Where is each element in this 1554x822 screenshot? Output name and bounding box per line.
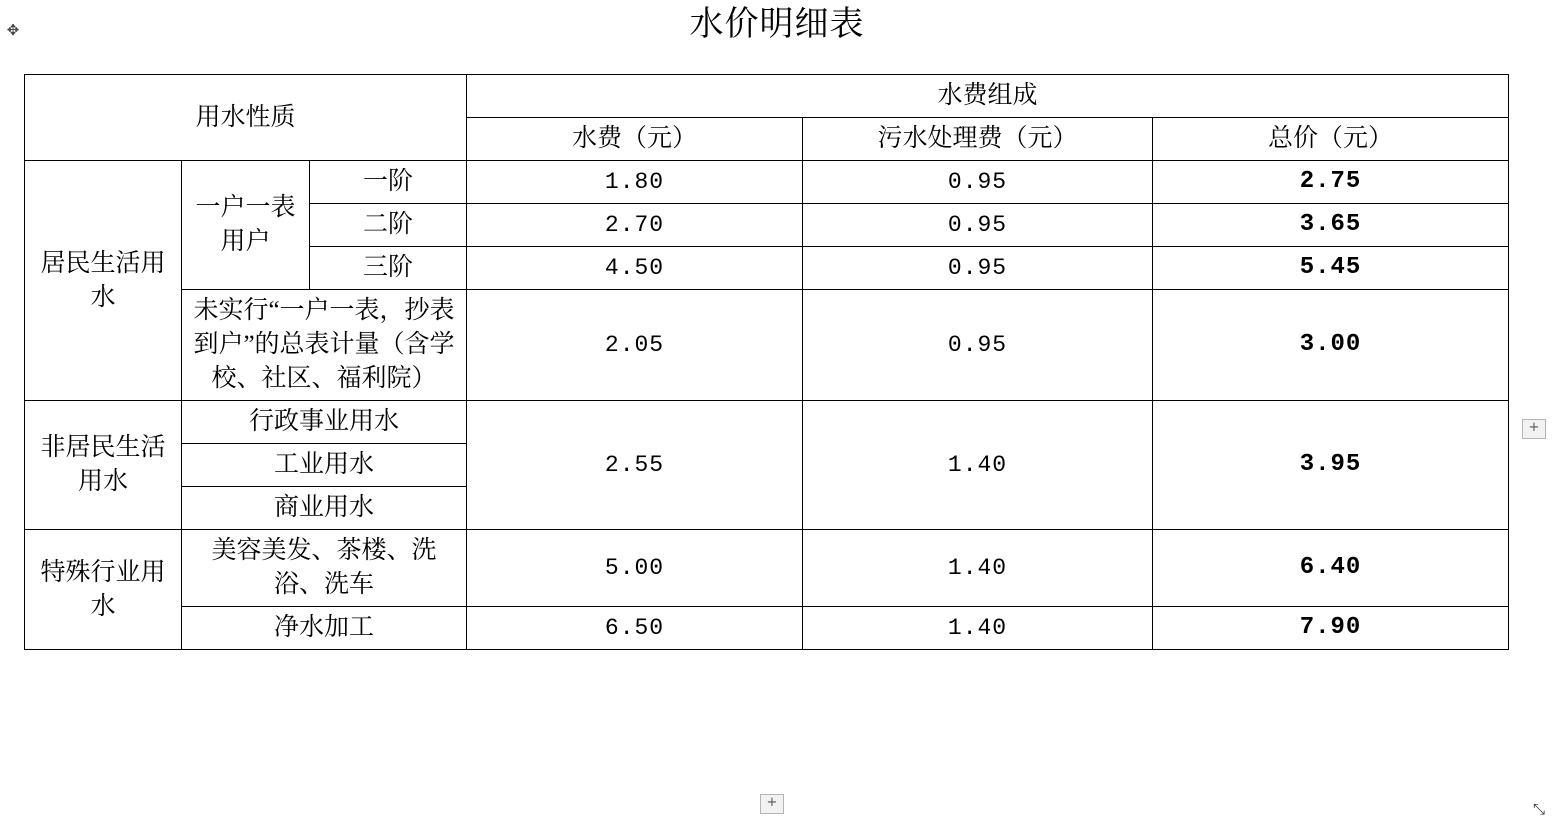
total-price-value: 3.00 (1153, 290, 1509, 401)
sub-label-bulk-meter: 未实行“一户一表，抄表到户”的总表计量（含学校、社区、福利院） (182, 290, 467, 401)
water-fee-value: 5.00 (467, 530, 803, 607)
total-price-value: 3.65 (1153, 204, 1509, 247)
item-label-beauty-teahouse: 美容美发、茶楼、洗浴、洗车 (182, 530, 467, 607)
item-label-water-purification: 净水加工 (182, 607, 467, 650)
sewage-fee-value: 0.95 (803, 290, 1153, 401)
table-header-row-1 (25, 75, 1509, 118)
sewage-fee-value: 0.95 (803, 247, 1153, 290)
group-label-residential: 居民生活用水 (25, 161, 182, 401)
water-price-table (24, 74, 1509, 650)
group-label-special-industry: 特殊行业用水 (25, 530, 182, 650)
water-fee-value: 2.05 (467, 290, 803, 401)
sewage-fee-value: 1.40 (803, 607, 1153, 650)
item-label-industrial: 工业用水 (182, 444, 467, 487)
tier-label-1: 一阶 (310, 161, 467, 204)
sub-label-one-house-one-meter: 一户一表用户 (182, 161, 310, 290)
table-row (25, 290, 1509, 401)
header-fee-composition: 水费组成 (467, 75, 1509, 118)
header-water-fee: 水费（元） (467, 118, 803, 161)
tier-label-3: 三阶 (310, 247, 467, 290)
total-price-value: 6.40 (1153, 530, 1509, 607)
table-move-handle[interactable]: ✥ (6, 21, 20, 39)
sewage-fee-value: 1.40 (803, 530, 1153, 607)
sewage-fee-value: 0.95 (803, 161, 1153, 204)
total-price-value: 7.90 (1153, 607, 1509, 650)
table-resize-handle[interactable]: ⤡ (1532, 800, 1545, 818)
water-fee-value: 2.55 (467, 401, 803, 530)
water-fee-value: 4.50 (467, 247, 803, 290)
item-label-commercial: 商业用水 (182, 487, 467, 530)
total-price-value: 5.45 (1153, 247, 1509, 290)
header-usage-nature: 用水性质 (25, 75, 467, 161)
header-total-price: 总价（元） (1153, 118, 1509, 161)
water-fee-value: 2.70 (467, 204, 803, 247)
table-row (25, 530, 1509, 607)
header-sewage-fee: 污水处理费（元） (803, 118, 1153, 161)
water-fee-value: 1.80 (467, 161, 803, 204)
group-label-non-residential: 非居民生活用水 (25, 401, 182, 530)
add-column-button[interactable]: + (1522, 419, 1546, 439)
water-fee-value: 6.50 (467, 607, 803, 650)
tier-label-2: 二阶 (310, 204, 467, 247)
sewage-fee-value: 1.40 (803, 401, 1153, 530)
total-price-value: 2.75 (1153, 161, 1509, 204)
item-label-administrative: 行政事业用水 (182, 401, 467, 444)
total-price-value: 3.95 (1153, 401, 1509, 530)
table-row (25, 401, 1509, 444)
table-row (25, 161, 1509, 204)
page-title: 水价明细表 (689, 6, 865, 43)
table-row (25, 607, 1509, 650)
sewage-fee-value: 0.95 (803, 204, 1153, 247)
add-row-button[interactable]: + (760, 794, 784, 814)
